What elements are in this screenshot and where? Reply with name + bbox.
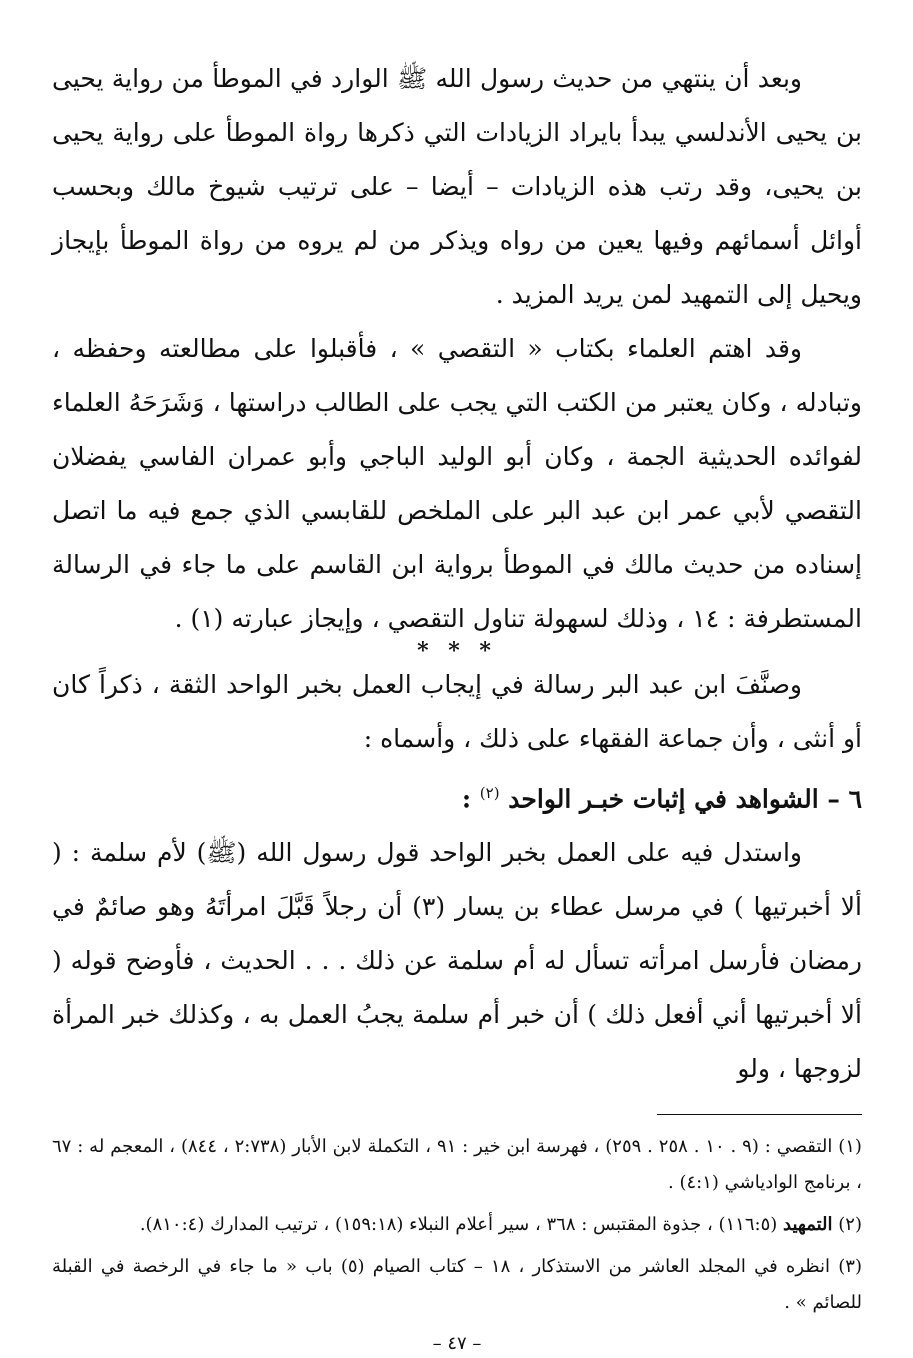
section-heading-note: (٢) xyxy=(479,784,500,802)
paragraph-1: وبعد أن ينتهي من حديث رسول الله ﷺ الوارد في الموطأ من رواية يحيى بن يحيى الأندلسي يبدأ بايراد الزيادات التي ذكرها رواة الموطأ على رواية يحيى بن يحيى، وقد رتب هذه الزيادات – أيضا – على ترتيب شيوخ مالك وبحسب أوائل أسمائهم وفيها يعين من رواه ويذكر من لم يروه من رواة الموطأ بإيجاز ويحيل إلى التمهيد لمن يريد المزيد . xyxy=(52,64,862,309)
section-heading-tail: : xyxy=(461,784,472,814)
footnote-3 xyxy=(52,1249,862,1321)
footnote-1 xyxy=(52,1129,862,1201)
footnote-number: (٢) xyxy=(838,1214,862,1236)
section-separator: * * * xyxy=(417,638,497,664)
footnote-bold-title: التمهيد xyxy=(783,1214,833,1236)
paragraph-3: وصنَّفَ ابن عبد البر رسالة في إيجاب العمل بخبر الواحد الثقة ، ذكراً كان أو أنثى ، وأن جماعة الفقهاء على ذلك ، وأسماه : xyxy=(52,670,862,753)
section-heading-text: ٦ – الشواهد في إثبات خبـر الواحد xyxy=(508,784,862,814)
footnote-text: انظره في المجلد العاشر من الاستذكار ، ١٨ – كتاب الصيام (٥) باب « ما جاء في الرخصة في القبلة للصائم » . xyxy=(52,1256,862,1314)
book-page xyxy=(52,52,862,1352)
section-heading xyxy=(52,766,862,826)
footnotes xyxy=(52,1129,862,1321)
paragraph-4: واستدل فيه على العمل بخبر الواحد قول رسول الله (ﷺ) لأم سلمة : ( ألا أخبرتيها ) في مرسل عطاء بن يسار (٣) أن رجلاً قَبَّلَ امرأتَهُ وهو صائمٌ في رمضان فأرسل امرأته تسأل له أم سلمة عن ذلك . . . الحديث ، فأوضح قوله ( ألا أخبرتيها أني أفعل ذلك ) أن خبر أم سلمة يجبُ العمل به ، وكذلك خبر المرأة لزوجها ، ولو xyxy=(52,838,862,1084)
page-number: – ٤٧ – xyxy=(432,1333,482,1354)
paragraph-2: وقد اهتم العلماء بكتاب « التقصي » ، فأقبلوا على مطالعته وحفظه ، وتبادله ، وكان يعتبر من الكتب التي يجب على الطالب دراستها ، وَشَرَحَهُ العلماء لفوائده الحديثية الجمة ، وكان أبو الوليد الباجي وأبو عمران الفاسي يفضلان التقصي لأبي عمر ابن عبد البر على الملخص للقابسي الذي جمع فيه ما اتصل إسناده من حديث مالك في الموطأ برواية ابن القاسم على ما جاء في الرسالة المستطرفة : ١٤ ، وذلك لسهولة تناول التقصي ، وإيجاز عبارته (١) . xyxy=(52,334,862,633)
footnote-2 xyxy=(52,1207,862,1243)
footnote-divider xyxy=(657,1114,862,1115)
footnote-number: (٣) xyxy=(838,1256,862,1278)
body-text xyxy=(52,52,862,1096)
footnote-text: (١١٦:٥) ، جذوة المقتبس : ٣٦٨ ، سير أعلام النبلاء (١٥٩:١٨) ، ترتيب المدارك (٨١٠:٤). xyxy=(139,1214,778,1236)
footnote-number: (١) xyxy=(838,1136,862,1158)
footnote-text: التقصي : (٩ . ١٠ . ٢٥٨ . ٢٥٩) ، فهرسة ابن خير : ٩١ ، التكملة لابن الأبار (٢:٧٣٨ ، ٨٤٤) ، المعجم له : ٦٧ ، برنامج الوادياشي (٤:١) . xyxy=(52,1136,862,1194)
